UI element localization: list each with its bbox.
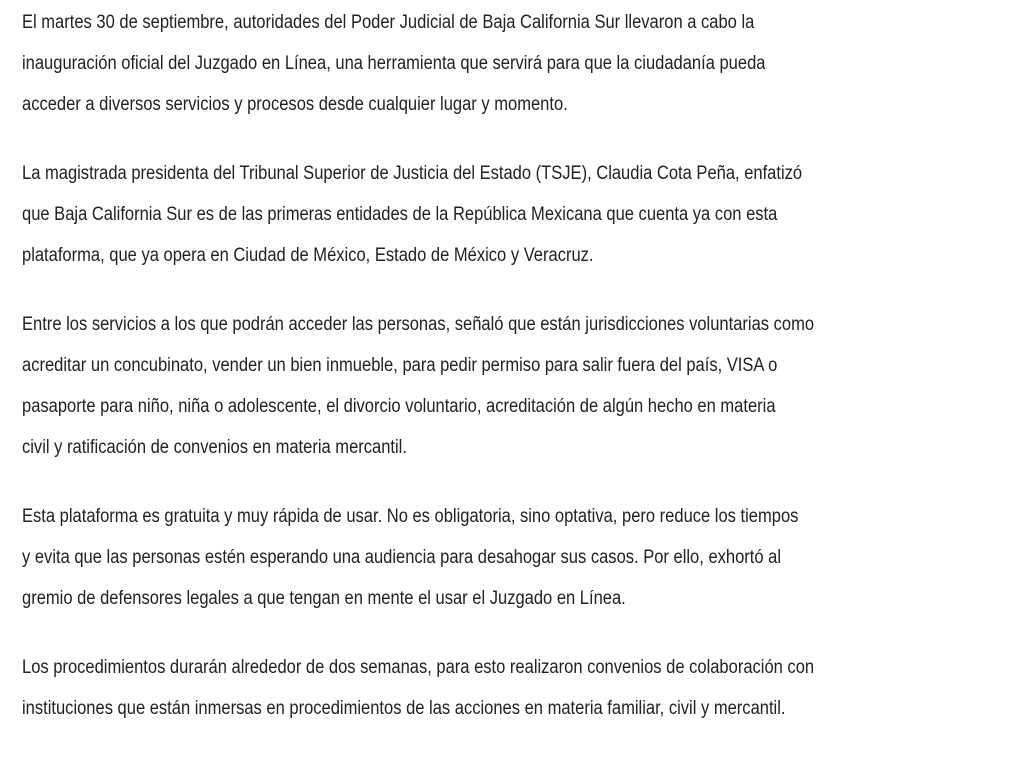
paragraph-line: Esta plataforma es gratuita y muy rápida de usar. No es obligatoria, sino optativa, pero reduce los tiempos (22, 506, 799, 527)
paragraph-line: inauguración oficial del Juzgado en Línea, una herramienta que servirá para que la ciudadanía pueda (22, 53, 766, 74)
paragraph-line: La magistrada presidenta del Tribunal Superior de Justicia del Estado (TSJE), Claudia Cota Peña, enfatizó (22, 163, 803, 184)
paragraph-line: El martes 30 de septiembre, autoridades del Poder Judicial de Baja California Sur llevaron a cabo la (22, 12, 755, 33)
paragraph-line: civil y ratificación de convenios en materia mercantil. (22, 437, 407, 458)
paragraph-line: gremio de defensores legales a que tengan en mente el usar el Juzgado en Línea. (22, 588, 626, 609)
paragraph-line: y evita que las personas estén esperando una audiencia para desahogar sus casos. Por ello, exhortó al (22, 547, 782, 568)
article-paragraph-1 (22, 2, 1024, 125)
article-paragraph-2 (22, 153, 1024, 276)
paragraph-line: instituciones que están inmersas en procedimientos de las acciones en materia familiar, civil y mercantil. (22, 698, 786, 719)
article-paragraph-3 (22, 304, 1024, 468)
paragraph-line: Entre los servicios a los que podrán acceder las personas, señaló que están jurisdicciones voluntarias como (22, 314, 815, 335)
article-paragraph-4 (22, 496, 1024, 619)
paragraph-line: acreditar un concubinato, vender un bien inmueble, para pedir permiso para salir fuera del país, VISA o (22, 355, 778, 376)
article-paragraph-5 (22, 647, 1024, 729)
paragraph-line: Los procedimientos durarán alrededor de dos semanas, para esto realizaron convenios de colaboración con (22, 657, 815, 678)
paragraph-line: plataforma, que ya opera en Ciudad de México, Estado de México y Veracruz. (22, 245, 594, 266)
paragraph-line: que Baja California Sur es de las primeras entidades de la República Mexicana que cuenta ya con esta (22, 204, 778, 225)
paragraph-line: pasaporte para niño, niña o adolescente, el divorcio voluntario, acreditación de algún hecho en materia (22, 396, 776, 417)
paragraph-line: acceder a diversos servicios y procesos desde cualquier lugar y momento. (22, 94, 568, 115)
